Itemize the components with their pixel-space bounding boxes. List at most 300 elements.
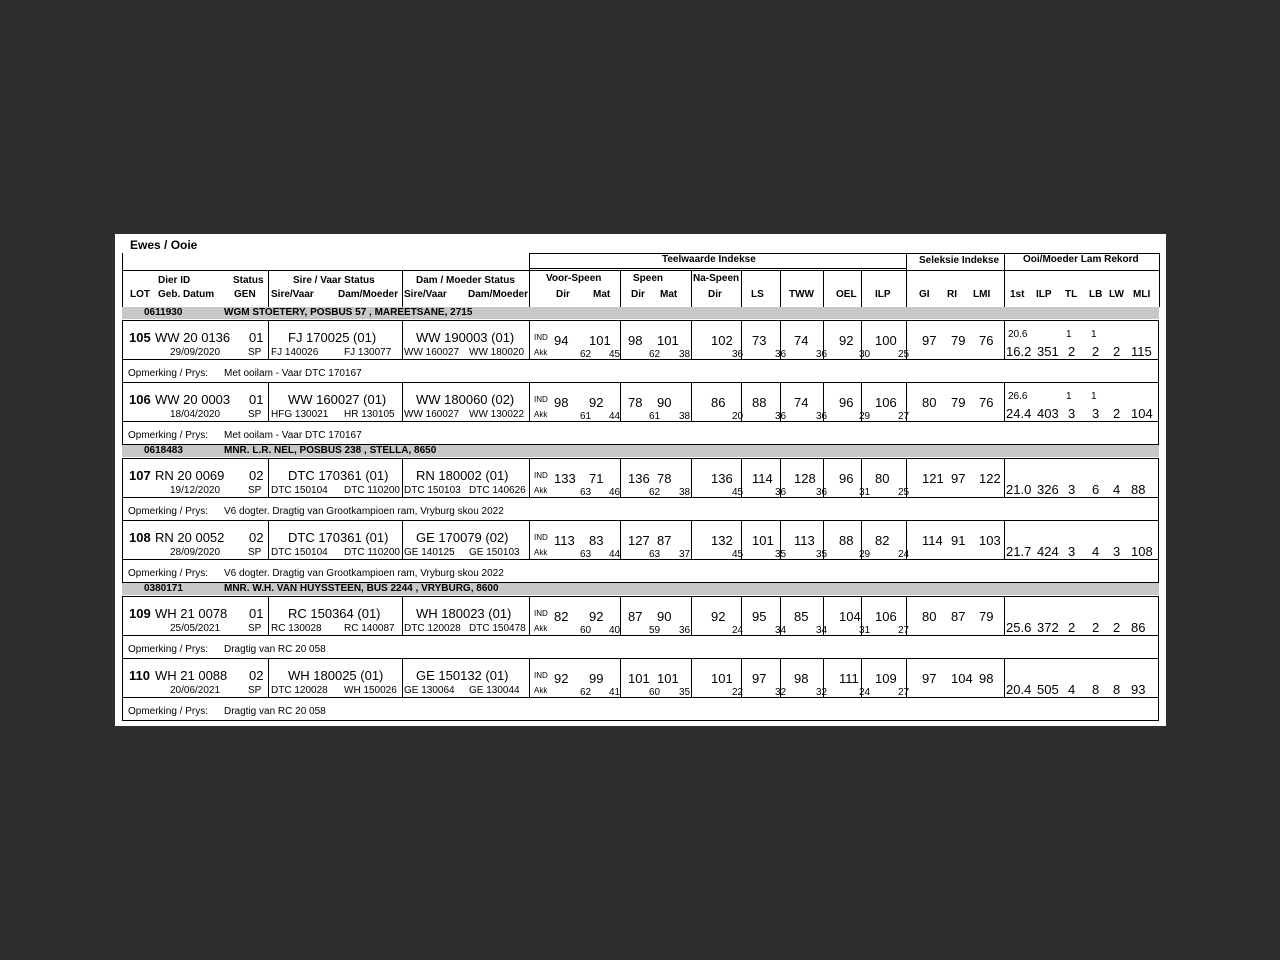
remark-text: V6 dogter. Dragtig van Grootkampioen ram, Vryburg skou 2022 [224, 568, 504, 579]
rekord-lw: 3 [1113, 544, 1121, 559]
gi: 121 [922, 471, 944, 486]
breeder-code: 0380171 [144, 583, 183, 594]
tww-acc: 32 [816, 687, 828, 698]
gi: 80 [922, 609, 937, 624]
s-dir-acc: 61 [649, 411, 661, 422]
s-dir-acc: 59 [649, 625, 661, 636]
sire-dam: DTC 110200 [344, 547, 400, 558]
ns-dir: 102 [711, 333, 733, 348]
dam-dam: GE 150103 [469, 547, 520, 558]
lmi: 103 [979, 533, 1001, 548]
vs-dir-acc: 61 [580, 411, 592, 422]
s-mat: 90 [657, 609, 672, 624]
breeder-band [122, 445, 1159, 457]
gen: SP [248, 547, 262, 558]
vs-dir: 133 [554, 471, 576, 486]
ns-dir: 132 [711, 533, 733, 548]
akk-label: Akk [534, 486, 548, 495]
vs-dir-acc: 60 [580, 625, 592, 636]
header-gen: GEN [234, 289, 256, 300]
dam-sire: GE 140125 [404, 547, 455, 558]
vs-mat: 99 [589, 671, 604, 686]
ls: 101 [752, 533, 774, 548]
lot-row [122, 320, 1159, 383]
ind-label: IND [534, 395, 548, 404]
gen: SP [248, 485, 262, 496]
lmi: 122 [979, 471, 1001, 486]
header-r-lb: LB [1089, 289, 1103, 300]
gen: SP [248, 347, 262, 358]
header-sire-status: Sire / Vaar Status [293, 275, 375, 286]
rekord-mli: 93 [1131, 682, 1146, 697]
rekord-1st: 20.4 [1006, 682, 1032, 697]
vs-mat: 92 [589, 395, 604, 410]
sire-status: RC 150364 (01) [288, 606, 381, 621]
remark-text: Met ooilam - Vaar DTC 170167 [224, 368, 362, 379]
rekord-ilp: 403 [1037, 406, 1059, 421]
tww: 74 [794, 395, 809, 410]
s-mat-acc: 38 [679, 349, 691, 360]
gi: 97 [922, 333, 937, 348]
status: 01 [249, 330, 264, 345]
ri: 104 [951, 671, 973, 686]
ind-label: IND [534, 609, 548, 618]
header-seleksie: Seleksie Indekse [919, 255, 1000, 266]
header-vs-mat: Mat [593, 289, 611, 300]
rekord-lb: 2 [1092, 344, 1100, 359]
rekord-tl: 4 [1068, 682, 1076, 697]
remark-text: Dragtig van RC 20 058 [224, 644, 326, 655]
birth-date: 20/06/2021 [170, 685, 221, 696]
header-r-ilp: ILP [1036, 289, 1052, 300]
s-mat: 101 [657, 333, 679, 348]
birth-date: 25/05/2021 [170, 623, 221, 634]
remark-text: V6 dogter. Dragtig van Grootkampioen ram, Vryburg skou 2022 [224, 506, 504, 517]
tl-top: 1 [1066, 329, 1072, 340]
tww: 113 [794, 533, 815, 548]
oel-acc: 24 [859, 687, 871, 698]
vs-dir: 94 [554, 333, 569, 348]
vs-mat-acc: 41 [609, 687, 621, 698]
rekord-mli: 104 [1131, 406, 1153, 421]
rekord-1st: 25.6 [1006, 620, 1032, 635]
sire-status: WH 180025 (01) [288, 668, 384, 683]
oel: 92 [839, 333, 854, 348]
status: 02 [249, 468, 264, 483]
breeder-name: MNR. W.H. VAN HUYSSTEEN, BUS 2244 , VRYBURG, 8600 [224, 583, 499, 594]
header-ns-dir: Dir [708, 289, 722, 300]
rekord-lw: 4 [1113, 482, 1121, 497]
dier-id: WW 20 0136 [155, 330, 231, 345]
rekord-mli: 108 [1131, 544, 1153, 559]
akk-label: Akk [534, 548, 548, 557]
akk-label: Akk [534, 348, 548, 357]
sire-dam: DTC 110200 [344, 485, 400, 496]
ls: 95 [752, 609, 767, 624]
sire-dam: WH 150026 [344, 685, 397, 696]
header-ri: RI [947, 289, 957, 300]
s-mat: 78 [657, 471, 672, 486]
breeder-band [122, 583, 1159, 595]
ilp-acc: 27 [898, 625, 910, 636]
breeder-code: 0618483 [144, 445, 183, 456]
sire-sire: DTC 120028 [271, 685, 328, 696]
dam-status: WW 180060 (02) [416, 392, 515, 407]
tww: 98 [794, 671, 809, 686]
oel: 96 [839, 395, 854, 410]
catalogue-page [115, 234, 1166, 726]
tl-top: 1 [1066, 391, 1072, 402]
header-lmi: LMI [973, 289, 991, 300]
s-mat-acc: 36 [679, 625, 691, 636]
rekord-tl: 2 [1068, 344, 1076, 359]
rekord-1st: 24.4 [1006, 406, 1032, 421]
akk-label: Akk [534, 686, 548, 695]
s-mat-acc: 38 [679, 411, 691, 422]
rekord-lb: 6 [1092, 482, 1100, 497]
rekord-top: 20.6 [1008, 329, 1028, 340]
tww-acc: 36 [816, 411, 828, 422]
oel: 96 [839, 471, 854, 486]
lot-row [122, 458, 1159, 521]
rekord-1st: 16.2 [1006, 344, 1032, 359]
ns-dir-acc: 45 [732, 549, 744, 560]
vs-dir: 98 [554, 395, 569, 410]
tww-acc: 35 [816, 549, 828, 560]
oel: 88 [839, 533, 854, 548]
tww-acc: 36 [816, 349, 828, 360]
rekord-lb: 3 [1092, 406, 1100, 421]
header-tww: TWW [789, 289, 814, 300]
header-dier-id: Dier ID [158, 275, 191, 286]
lb-top: 1 [1091, 329, 1097, 340]
ns-dir: 92 [711, 609, 726, 624]
dier-id: RN 20 0052 [155, 530, 225, 545]
ilp-acc: 25 [898, 349, 910, 360]
dam-dam: WW 130022 [469, 409, 525, 420]
lot-number: 110 [129, 668, 150, 683]
header-teelwaarde: Teelwaarde Indekse [662, 254, 756, 265]
ri: 79 [951, 333, 966, 348]
tww-acc: 34 [816, 625, 828, 636]
lot-row [122, 658, 1159, 721]
sire-status: FJ 170025 (01) [288, 330, 377, 345]
ns-dir-acc: 20 [732, 411, 744, 422]
remark-label: Opmerking / Prys: [128, 644, 209, 655]
s-mat-acc: 35 [679, 687, 691, 698]
gen: SP [248, 409, 262, 420]
gi: 97 [922, 671, 937, 686]
rekord-mli: 88 [1131, 482, 1146, 497]
rekord-lb: 8 [1092, 682, 1100, 697]
ilp: 106 [875, 395, 897, 410]
oel-acc: 30 [859, 349, 871, 360]
s-dir-acc: 62 [649, 487, 661, 498]
s-mat-acc: 38 [679, 487, 691, 498]
s-dir: 101 [628, 671, 650, 686]
ls-acc: 34 [775, 625, 787, 636]
header-ls: LS [751, 289, 764, 300]
vs-mat-acc: 45 [609, 349, 621, 360]
rekord-ilp: 326 [1037, 482, 1059, 497]
lot-row [122, 382, 1159, 445]
remark-label: Opmerking / Prys: [128, 430, 209, 441]
dier-id: WH 21 0078 [155, 606, 228, 621]
tww-acc: 36 [816, 487, 828, 498]
vs-dir: 113 [554, 533, 575, 548]
ls-acc: 36 [775, 487, 787, 498]
rekord-tl: 2 [1068, 620, 1076, 635]
remark-label: Opmerking / Prys: [128, 568, 209, 579]
lmi: 79 [979, 609, 994, 624]
header-r-lw: LW [1109, 289, 1124, 300]
ilp: 106 [875, 609, 897, 624]
ri: 97 [951, 471, 966, 486]
s-dir-acc: 62 [649, 349, 661, 360]
rekord-lw: 8 [1113, 682, 1121, 697]
breeder-code: 0611930 [144, 307, 183, 318]
status: 01 [249, 606, 264, 621]
header-status: Status [233, 275, 264, 286]
vs-mat-acc: 40 [609, 625, 621, 636]
status: 01 [249, 392, 264, 407]
rekord-ilp: 351 [1037, 344, 1059, 359]
ri: 79 [951, 395, 966, 410]
dam-sire: DTC 120028 [404, 623, 461, 634]
rekord-lb: 2 [1092, 620, 1100, 635]
dam-status: GE 170079 (02) [416, 530, 509, 545]
vs-dir: 92 [554, 671, 569, 686]
lmi: 76 [979, 333, 994, 348]
dam-sire: DTC 150103 [404, 485, 461, 496]
header-lam-rekord: Ooi/Moeder Lam Rekord [1023, 254, 1139, 265]
rekord-ilp: 372 [1037, 620, 1059, 635]
ns-dir: 136 [711, 471, 733, 486]
header-r-mli: MLI [1133, 289, 1151, 300]
lmi: 98 [979, 671, 994, 686]
ls-acc: 32 [775, 687, 787, 698]
vs-dir-acc: 63 [580, 549, 592, 560]
rekord-ilp: 505 [1037, 682, 1059, 697]
dam-status: RN 180002 (01) [416, 468, 509, 483]
ilp-acc: 27 [898, 687, 910, 698]
lot-row [122, 596, 1159, 659]
lot-number: 109 [129, 606, 151, 621]
header-oel: OEL [836, 289, 857, 300]
birth-date: 19/12/2020 [170, 485, 221, 496]
header-na-speen: Na-Speen [693, 273, 740, 284]
oel-acc: 29 [859, 549, 871, 560]
ri: 87 [951, 609, 966, 624]
ns-dir-acc: 45 [732, 487, 744, 498]
header-dam-moeder-2: Dam/Moeder [468, 289, 529, 300]
vs-dir-acc: 63 [580, 487, 592, 498]
s-mat: 90 [657, 395, 672, 410]
s-dir: 136 [628, 471, 650, 486]
section-title: Ewes / Ooie [130, 238, 198, 252]
s-dir-acc: 60 [649, 687, 661, 698]
ind-label: IND [534, 533, 548, 542]
header-voor-speen: Voor-Speen [546, 273, 602, 284]
dam-dam: DTC 140626 [469, 485, 526, 496]
vs-mat-acc: 46 [609, 487, 621, 498]
remark-label: Opmerking / Prys: [128, 706, 209, 717]
ind-label: IND [534, 671, 548, 680]
header-geb-datum: Geb. Datum [158, 289, 215, 300]
rekord-tl: 3 [1068, 544, 1076, 559]
ind-label: IND [534, 471, 548, 480]
header-sire-vaar: Sire/Vaar [271, 289, 314, 300]
akk-label: Akk [534, 624, 548, 633]
s-dir: 87 [628, 609, 643, 624]
vs-dir: 82 [554, 609, 569, 624]
dam-dam: GE 130044 [469, 685, 520, 696]
vs-dir-acc: 62 [580, 349, 592, 360]
tww: 85 [794, 609, 809, 624]
lot-number: 105 [129, 330, 151, 345]
sire-sire: DTC 150104 [271, 547, 328, 558]
oel-acc: 31 [859, 625, 871, 636]
header-sire-vaar-2: Sire/Vaar [404, 289, 447, 300]
s-dir: 127 [628, 533, 650, 548]
rekord-top: 26.6 [1008, 391, 1028, 402]
tww: 74 [794, 333, 809, 348]
sire-status: DTC 170361 (01) [288, 530, 389, 545]
akk-label: Akk [534, 410, 548, 419]
header-dam-status: Dam / Moeder Status [416, 275, 515, 286]
dam-sire: WW 160027 [404, 347, 460, 358]
s-mat: 87 [657, 533, 672, 548]
dam-status: WW 190003 (01) [416, 330, 515, 345]
ri: 91 [951, 533, 966, 548]
sire-dam: HR 130105 [344, 409, 395, 420]
s-dir: 98 [628, 333, 643, 348]
header-r-tl: TL [1065, 289, 1078, 300]
oel: 111 [839, 671, 859, 686]
s-dir: 78 [628, 395, 643, 410]
rekord-tl: 3 [1068, 482, 1076, 497]
ilp-acc: 24 [898, 549, 910, 560]
tww: 128 [794, 471, 816, 486]
dier-id: RN 20 0069 [155, 468, 225, 483]
gi: 80 [922, 395, 937, 410]
vs-mat: 92 [589, 609, 604, 624]
birth-date: 18/04/2020 [170, 409, 221, 420]
header-s-mat: Mat [660, 289, 678, 300]
ls: 97 [752, 671, 767, 686]
breeder-name: MNR. L.R. NEL, POSBUS 238 , STELLA, 8650 [224, 445, 437, 456]
dam-dam: WW 180020 [469, 347, 525, 358]
remark-label: Opmerking / Prys: [128, 368, 209, 379]
ns-dir-acc: 36 [732, 349, 744, 360]
oel-acc: 31 [859, 487, 871, 498]
vs-mat-acc: 44 [609, 549, 621, 560]
ls: 114 [752, 471, 773, 486]
header-lot: LOT [130, 289, 150, 300]
ls: 88 [752, 395, 767, 410]
lot-row [122, 520, 1159, 583]
rekord-lb: 4 [1092, 544, 1100, 559]
breeder-band [122, 307, 1159, 319]
s-mat: 101 [657, 671, 679, 686]
ls-acc: 36 [775, 411, 787, 422]
status: 02 [249, 530, 264, 545]
vs-mat-acc: 44 [609, 411, 621, 422]
dam-sire: GE 130064 [404, 685, 455, 696]
lot-number: 108 [129, 530, 151, 545]
vs-mat: 83 [589, 533, 604, 548]
ns-dir-acc: 22 [732, 687, 744, 698]
ls-acc: 35 [775, 549, 787, 560]
rekord-tl: 3 [1068, 406, 1076, 421]
ls: 73 [752, 333, 767, 348]
ilp: 100 [875, 333, 897, 348]
rekord-1st: 21.7 [1006, 544, 1032, 559]
rekord-1st: 21.0 [1006, 482, 1032, 497]
rekord-mli: 115 [1131, 344, 1152, 359]
dam-status: WH 180023 (01) [416, 606, 512, 621]
birth-date: 28/09/2020 [170, 547, 221, 558]
s-dir-acc: 63 [649, 549, 661, 560]
ind-label: IND [534, 333, 548, 342]
oel: 104 [839, 609, 861, 624]
birth-date: 29/09/2020 [170, 347, 221, 358]
remark-label: Opmerking / Prys: [128, 506, 209, 517]
remark-text: Met ooilam - Vaar DTC 170167 [224, 430, 362, 441]
header-vs-dir: Dir [556, 289, 570, 300]
lot-number: 107 [129, 468, 151, 483]
sire-status: WW 160027 (01) [288, 392, 387, 407]
ns-dir: 86 [711, 395, 726, 410]
dam-status: GE 150132 (01) [416, 668, 509, 683]
header-s-dir: Dir [631, 289, 645, 300]
status: 02 [249, 668, 264, 683]
sire-sire: RC 130028 [271, 623, 322, 634]
rekord-mli: 86 [1131, 620, 1146, 635]
remark-text: Dragtig van RC 20 058 [224, 706, 326, 717]
header-speen: Speen [633, 273, 664, 284]
ls-acc: 36 [775, 349, 787, 360]
header-gi: GI [919, 289, 930, 300]
dier-id: WH 21 0088 [155, 668, 228, 683]
ilp: 82 [875, 533, 890, 548]
header-ilp: ILP [875, 289, 891, 300]
lmi: 76 [979, 395, 994, 410]
ns-dir-acc: 24 [732, 625, 744, 636]
rekord-lw: 2 [1113, 406, 1121, 421]
gen: SP [248, 685, 262, 696]
ns-dir: 101 [711, 671, 733, 686]
dam-sire: WW 160027 [404, 409, 460, 420]
rekord-lw: 2 [1113, 620, 1121, 635]
ilp: 80 [875, 471, 890, 486]
header-dam-moeder: Dam/Moeder [338, 289, 399, 300]
vs-mat: 101 [589, 333, 611, 348]
lot-number: 106 [129, 392, 151, 407]
dam-dam: DTC 150478 [469, 623, 526, 634]
sire-sire: FJ 140026 [271, 347, 319, 358]
header-r-1st: 1st [1010, 289, 1025, 300]
rekord-lw: 2 [1113, 344, 1121, 359]
ilp-acc: 25 [898, 487, 910, 498]
sire-dam: RC 140087 [344, 623, 395, 634]
lb-top: 1 [1091, 391, 1097, 402]
vs-mat: 71 [589, 471, 604, 486]
ilp: 109 [875, 671, 897, 686]
sire-sire: DTC 150104 [271, 485, 328, 496]
sire-status: DTC 170361 (01) [288, 468, 389, 483]
dier-id: WW 20 0003 [155, 392, 231, 407]
